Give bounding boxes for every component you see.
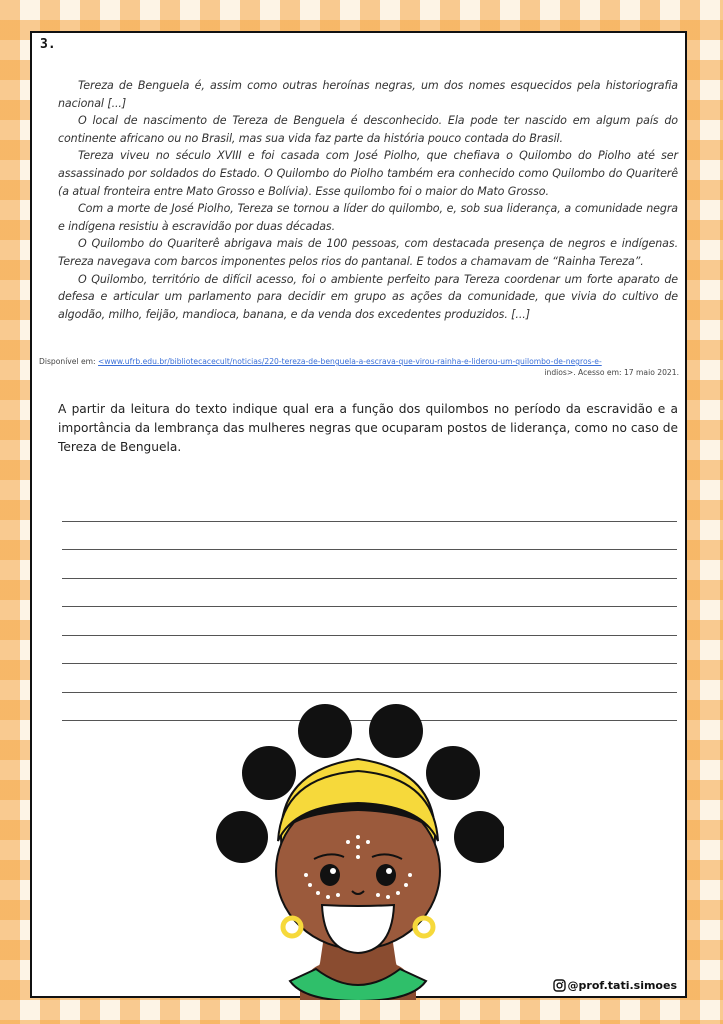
source-citation bbox=[39, 356, 679, 378]
source-link[interactable]: <www.ufrb.edu.br/bibliotecacecult/noticias/220-tereza-de-benguela-a-escrava-que-virou-rainha-e-liderou-um-quilombo-de-negros-e- bbox=[98, 357, 602, 366]
answer-line[interactable] bbox=[62, 579, 677, 608]
author-credit bbox=[553, 979, 677, 992]
answer-line[interactable] bbox=[62, 636, 677, 665]
earring-left bbox=[283, 918, 301, 936]
passage-paragraph: O local de nascimento de Tereza de Benguela é desconhecido. Ela pode ter nascido em algum país do continente africano ou no Brasil, mas sua vida faz parte da história pouco contada do Brasil. bbox=[58, 114, 678, 145]
passage-paragraph: Com a morte de José Piolho, Tereza se tornou a líder do quilombo, e, sob sua liderança, a comunidade negra e indígena resistiu à escravidão por duas décadas. bbox=[58, 202, 678, 233]
left-eye bbox=[320, 864, 340, 886]
source-access-date: indios>. Acesso em: 17 maio 2021. bbox=[544, 368, 679, 377]
reading-passage bbox=[58, 77, 678, 323]
answer-line[interactable] bbox=[62, 493, 677, 522]
earring-right bbox=[415, 918, 433, 936]
right-eye bbox=[376, 864, 396, 886]
passage-paragraph: O Quilombo, território de difícil acesso, foi o ambiente perfeito para Tereza coordenar um forte aparato de defesa e articular um parlamento para decidir em grupo as ações da comunidade, que vivia do cultivo de algodão, milho, feijão, mandioca, banana, e da venda dos excedentes produzidos. [...] bbox=[58, 272, 678, 321]
question-prompt: A partir da leitura do texto indique qual era a função dos quilombos no período da escravidão e a importância da lembrança das mulheres negras que ocuparam postos de liderança, como no caso de Tereza de Benguela. bbox=[58, 402, 678, 454]
answer-lines[interactable] bbox=[62, 493, 677, 721]
source-prefix: Disponível em: bbox=[39, 357, 99, 366]
passage-paragraph: Tereza viveu no século XVIII e foi casada com José Piolho, que chefiava o Quilombo do Piolho até ser assassinado por soldados do Estado. O Quilombo do Piolho também era conhecido como Quilombo do Quariterê (a atual fronteira entre Mato Grosso e Bolívia). Esse quilombo foi o maior do Mato Grosso. bbox=[58, 149, 678, 198]
author-handle: @prof.tati.simoes bbox=[567, 979, 677, 992]
answer-line[interactable] bbox=[62, 664, 677, 693]
answer-line[interactable] bbox=[62, 522, 677, 551]
girl-illustration bbox=[212, 701, 504, 1000]
answer-line[interactable] bbox=[62, 550, 677, 579]
passage-paragraph: O Quilombo do Quariterê abrigava mais de 100 pessoas, com destacada presença de negros e indígenas. Tereza navegava com barcos imponentes pelos rios do pantanal. E todos a chamavam de “Rainha Tereza”. bbox=[58, 237, 678, 268]
passage-paragraph: Tereza de Benguela é, assim como outras heroínas negras, um dos nomes esquecidos pela historiografia nacional [...] bbox=[58, 79, 678, 110]
worksheet-page bbox=[30, 31, 687, 998]
answer-line[interactable] bbox=[62, 607, 677, 636]
question-number: 3. bbox=[40, 37, 56, 52]
instagram-icon bbox=[553, 979, 566, 992]
